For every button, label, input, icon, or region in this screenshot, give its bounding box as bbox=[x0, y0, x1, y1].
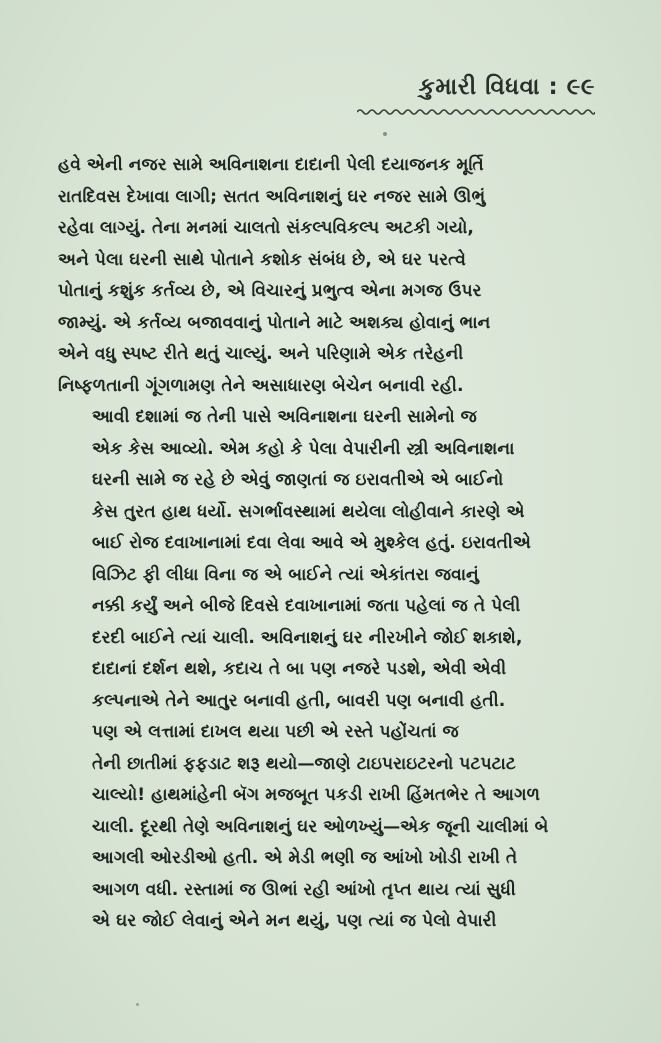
speck bbox=[383, 132, 387, 136]
text-line: પોતાનું કશુંક કર્તવ્ય છે, એ વિચારનું પ્રભુત્વ એના મગજ ઉપર bbox=[58, 281, 482, 301]
text-line: દરદી બાઈને ત્યાં ચાલી. અવિનાશનું ઘર નીરખીને જોઈ શકાશે, bbox=[92, 627, 523, 648]
text-line: રાતદિવસ દેખાવા લાગી; સતત અવિનાશનું ઘર નજર સામે ઊભું bbox=[58, 186, 486, 207]
text-line: ઘરની સામે જ રહે છે એવું જાણતાં જ ઇરાવતીએ એ બાઈનો bbox=[92, 470, 504, 490]
text-line: કેસ તુરત હાથ ધર્યો. સગર્ભાવસ્થામાં થયેલા લોહીવાને કારણે એ bbox=[92, 501, 525, 522]
text-line: તેની છાતીમાં ફફડાટ શરૂ થયો—જાણે ટાઇપરાઇટરનો પટપટાટ bbox=[92, 753, 516, 774]
text-line: વિઝિટ ફી લીધા વિના જ એ બાઈને ત્યાં એકાંતરા જવાનું bbox=[92, 564, 479, 585]
text-line: નિષ્ફળતાની ગૂંગળામણ તેને અસાધારણ બેચેન બનાવી રહી. bbox=[58, 375, 464, 396]
text-line: રહેવા લાગ્યું. તેના મનમાં ચાલતો સંકલ્પવિકલ્પ અટકી ગયો, bbox=[58, 218, 474, 238]
text-line: કલ્પનાએ તેને આતુર બનાવી હતી, બાવરી પણ બનાવી હતી. bbox=[92, 690, 506, 711]
text-line: પણ એ લત્તામાં દાખલ થયા પછી એ રસ્તે પહોંચતાં જ bbox=[92, 722, 459, 742]
paragraph-1 bbox=[58, 150, 598, 402]
paragraph-2 bbox=[58, 402, 598, 717]
text-line: ચાલી. દૂરથી તેણે અવિનાશનું ઘર ઓળખ્યું—એક જૂની ચાલીમાં બે bbox=[92, 816, 549, 837]
text-line: ચાલ્યો! હાથમાંહેની બૅગ મજબૂત પકડી રાખી હિંમતભેર તે આગળ bbox=[92, 785, 541, 805]
text-line: આગલી ઓરડીઓ હતી. એ મેડી ભણી જ આંખો ખોડી રાખી તે bbox=[92, 848, 518, 868]
text-line: એને વધુ સ્પષ્ટ રીતે થતું ચાલ્યું. અને પરિણામે એક તરેહની bbox=[58, 344, 464, 364]
text-line: હવે એની નજર સામે અવિનાશના દાદાની પેલી દયાજનક મૂર્તિ bbox=[58, 155, 484, 175]
text-line: એ ઘર જોઈ લેવાનું એને મન થયું, પણ ત્યાં જ પેલો વેપારી bbox=[92, 911, 497, 931]
text-line: આગળ વધી. રસ્તામાં જ ઊભાં રહી આંખો તૃપ્ત થાય ત્યાં સુધી bbox=[92, 879, 516, 900]
text-line: જામ્યું. એ કર્તવ્ય બજાવવાનું પોતાને માટે અશક્ય હોવાનું ભાન bbox=[58, 312, 491, 333]
text-line: આવી દશામાં જ તેની પાસે અવિનાશના ઘરની સામેનો જ bbox=[92, 407, 477, 427]
text-line: એક કેસ આવ્યો. એમ કહો કે પેલા વેપારીની સ્ત્રી અવિનાશના bbox=[92, 438, 515, 459]
text-line: નક્કી કર્યું અને બીજે દિવસે દવાખાનામાં જતા પહેલાં જ તે પેલી bbox=[92, 596, 521, 616]
text-line: દાદાનાં દર્શન થશે, કદાચ તે બા પણ નજરે પડશે, એવી એવી bbox=[92, 659, 507, 679]
speck bbox=[136, 1003, 139, 1006]
text-line: બાઈ રોજ દવાખાનામાં દવા લેવા આવે એ મુશ્કેલ હતું. ઇરાવતીએ bbox=[92, 533, 532, 553]
text-line: અને પેલા ઘરની સાથે પોતાને કશોક સંબંધ છે, એ ઘર પરત્વે bbox=[58, 249, 466, 270]
header-wavy-rule bbox=[357, 108, 595, 116]
paragraph-3 bbox=[58, 717, 598, 938]
running-head: કુમારી વિધવા : ૯૯ bbox=[418, 74, 595, 100]
body-text bbox=[58, 150, 598, 938]
